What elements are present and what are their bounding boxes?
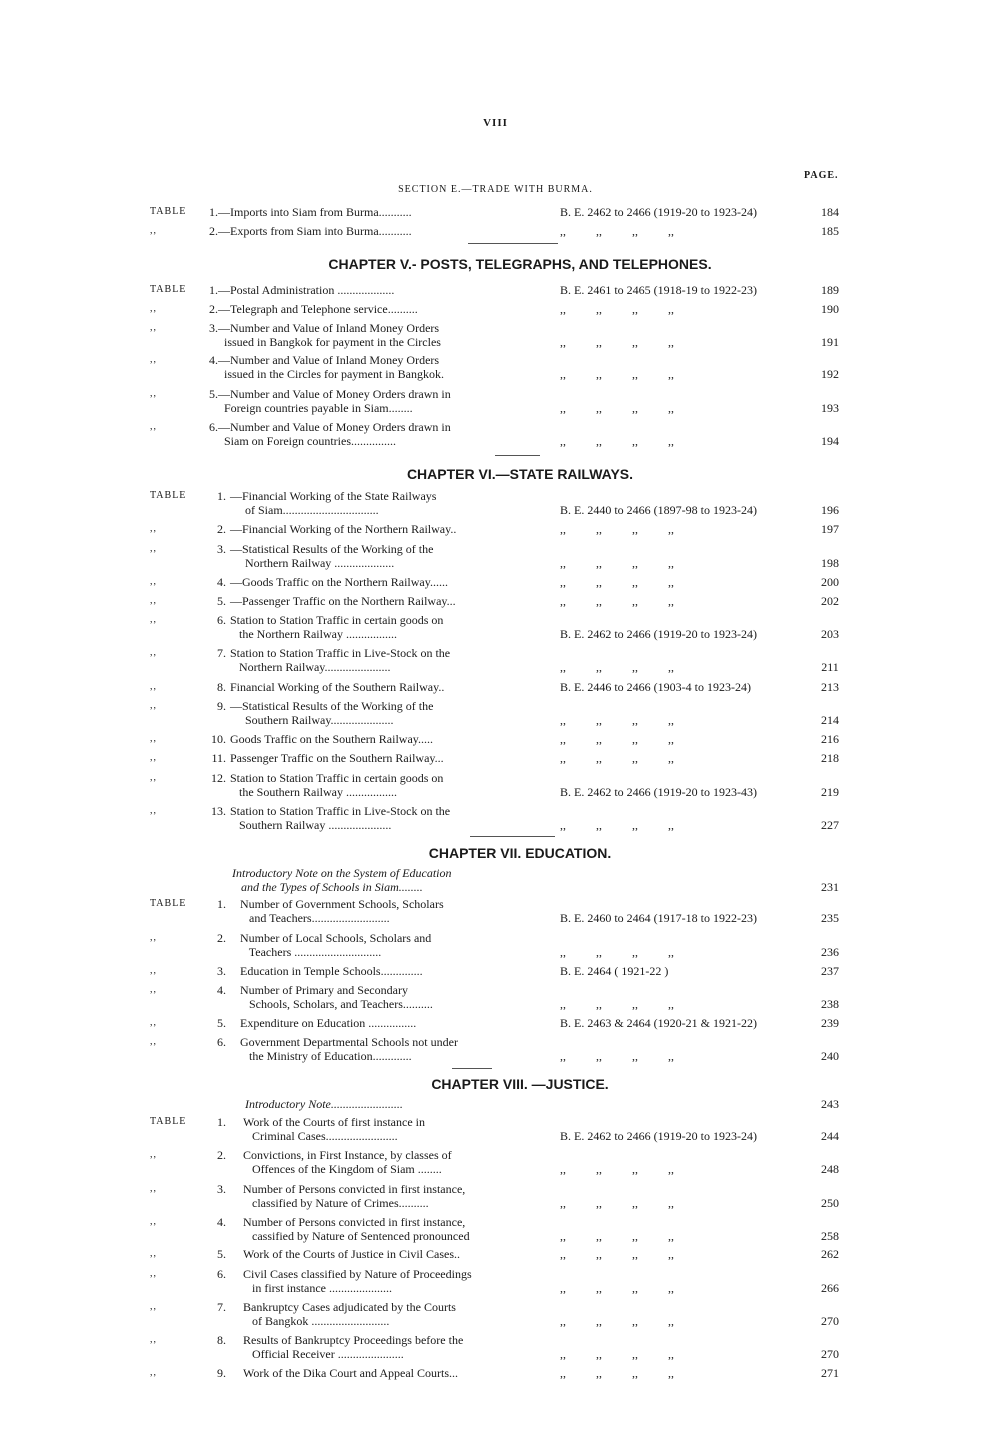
table-label: ,, xyxy=(150,805,157,816)
table-page: 235 xyxy=(821,911,839,925)
table-number: 12. xyxy=(211,771,226,785)
table-page: 190 xyxy=(821,302,839,316)
table-page: 189 xyxy=(821,283,839,297)
table-label: ,, xyxy=(150,354,157,365)
table-label: TABLE xyxy=(150,898,187,909)
table-number: 2. xyxy=(217,931,226,945)
table-label: ,, xyxy=(150,1334,157,1345)
table-number: 6. xyxy=(217,1267,226,1281)
table-label: ,, xyxy=(150,1301,157,1312)
table-page: 240 xyxy=(821,1049,839,1063)
table-period: ,, ,, ,, ,, xyxy=(560,1366,674,1380)
table-label: ,, xyxy=(150,733,157,744)
table-page: 262 xyxy=(821,1247,839,1261)
table-description: 4.—Number and Value of Inland Money Orders issued in the Circles for payment in Bangkok. xyxy=(209,353,444,381)
table-page: 213 xyxy=(821,680,839,694)
table-period: ,, ,, ,, ,, xyxy=(560,556,674,570)
table-description: —Financial Working of the State Railways of Siam................................ xyxy=(230,489,437,517)
table-label: TABLE xyxy=(150,1116,187,1127)
table-period: ,, ,, ,, ,, xyxy=(560,1247,674,1261)
table-label: ,, xyxy=(150,421,157,432)
table-page: 218 xyxy=(821,751,839,765)
table-page: 270 xyxy=(821,1314,839,1328)
table-period: ,, ,, ,, ,, xyxy=(560,1229,674,1243)
table-number: 7. xyxy=(217,1300,226,1314)
table-description: —Statistical Results of the Working of the Northern Railway .................... xyxy=(230,542,434,570)
table-page: 214 xyxy=(821,713,839,727)
table-description: Financial Working of the Southern Railway.. xyxy=(230,680,445,694)
table-period: B. E. 2461 to 2465 (1918-19 to 1922-23) xyxy=(560,283,757,297)
table-page: 200 xyxy=(821,575,839,589)
table-period: ,, ,, ,, ,, xyxy=(560,522,674,536)
table-label: ,, xyxy=(150,576,157,587)
table-period: B. E. 2446 to 2466 (1903-4 to 1923-24) xyxy=(560,680,751,694)
chapter-viii-intro: Introductory Note........................ xyxy=(245,1097,403,1111)
table-number: 7. xyxy=(217,646,226,660)
table-number: 3. xyxy=(217,1182,226,1196)
divider xyxy=(495,455,540,456)
table-label: ,, xyxy=(150,1248,157,1259)
table-label: ,, xyxy=(150,1036,157,1047)
chapter-vii-intro-page: 231 xyxy=(821,880,839,894)
table-number: 3. xyxy=(217,964,226,978)
table-period: ,, ,, ,, ,, xyxy=(560,997,674,1011)
table-label: ,, xyxy=(150,543,157,554)
table-page: 196 xyxy=(821,503,839,517)
divider xyxy=(452,1068,492,1069)
table-description: Expenditure on Education ................ xyxy=(240,1016,417,1030)
page-number: VIII xyxy=(483,117,508,129)
table-page: 203 xyxy=(821,627,839,641)
chapter-v-title: CHAPTER V.- POSTS, TELEGRAPHS, AND TELEPHONES. xyxy=(328,256,712,272)
table-label: ,, xyxy=(150,1149,157,1160)
table-period: ,, ,, ,, ,, xyxy=(560,302,674,316)
table-number: 9. xyxy=(217,1366,226,1380)
table-label: ,, xyxy=(150,614,157,625)
table-number: 10. xyxy=(211,732,226,746)
table-page: 227 xyxy=(821,818,839,832)
table-number: 1. xyxy=(217,489,226,503)
page-column-header: PAGE. xyxy=(804,170,839,181)
table-description: Station to Station Traffic in certain goods on the Northern Railway ................. xyxy=(230,613,444,641)
table-page: 248 xyxy=(821,1162,839,1176)
table-number: 4. xyxy=(217,983,226,997)
table-label: TABLE xyxy=(150,284,187,295)
table-label: ,, xyxy=(150,932,157,943)
table-number: 5. xyxy=(217,594,226,608)
table-number: 2. xyxy=(217,1148,226,1162)
table-description: Work of the Courts of Justice in Civil Cases.. xyxy=(243,1247,461,1261)
table-period: ,, ,, ,, ,, xyxy=(560,1049,674,1063)
table-label: ,, xyxy=(150,523,157,534)
table-number: 4. xyxy=(217,575,226,589)
table-description: 2.—Exports from Siam into Burma........... xyxy=(209,224,412,238)
table-page: 271 xyxy=(821,1366,839,1380)
table-page: 239 xyxy=(821,1016,839,1030)
table-description: Results of Bankruptcy Proceedings before the Official Receiver ...................... xyxy=(243,1333,464,1361)
table-description: Station to Station Traffic in certain goods on the Southern Railway ................. xyxy=(230,771,444,799)
table-number: 1. xyxy=(217,1115,226,1129)
table-page: 194 xyxy=(821,434,839,448)
table-label: ,, xyxy=(150,984,157,995)
table-description: —Goods Traffic on the Northern Railway...... xyxy=(230,575,448,589)
table-period: B. E. 2440 to 2466 (1897-98 to 1923-24) xyxy=(560,503,757,517)
table-period: ,, ,, ,, ,, xyxy=(560,434,674,448)
table-number: 1. xyxy=(217,897,226,911)
table-description: Station to Station Traffic in Live-Stock on the Southern Railway ..................... xyxy=(230,804,451,832)
table-page: 202 xyxy=(821,594,839,608)
table-period: ,, ,, ,, ,, xyxy=(560,1347,674,1361)
table-description: 3.—Number and Value of Inland Money Orders issued in Bangkok for payment in the Circles xyxy=(209,321,441,349)
table-description: Goods Traffic on the Southern Railway..... xyxy=(230,732,433,746)
chapter-vii-intro: Introductory Note on the System of Education and the Types of Schools in Siam........ xyxy=(232,866,452,894)
table-page: 185 xyxy=(821,224,839,238)
table-description: Convictions, in First Instance, by classes of Offences of the Kingdom of Siam ........ xyxy=(243,1148,452,1176)
table-period: B. E. 2463 & 2464 (1920-21 & 1921-22) xyxy=(560,1016,757,1030)
table-label: TABLE xyxy=(150,206,187,217)
table-number: 13. xyxy=(211,804,226,818)
table-description: 1.—Imports into Siam from Burma........... xyxy=(209,205,412,219)
table-period: ,, ,, ,, ,, xyxy=(560,335,674,349)
chapter-vii-title: CHAPTER VII. EDUCATION. xyxy=(428,845,612,861)
table-description: Number of Local Schools, Scholars and Teachers ............................. xyxy=(240,931,432,959)
table-number: 2. xyxy=(217,522,226,536)
chapter-viii-intro-page: 243 xyxy=(821,1097,839,1111)
table-page: 238 xyxy=(821,997,839,1011)
table-label: ,, xyxy=(150,681,157,692)
table-label: ,, xyxy=(150,1017,157,1028)
table-period: B. E. 2462 to 2466 (1919-20 to 1923-24) xyxy=(560,205,757,219)
table-description: —Statistical Results of the Working of the Southern Railway..................... xyxy=(230,699,434,727)
table-period: ,, ,, ,, ,, xyxy=(560,945,674,959)
table-period: B. E. 2464 ( 1921-22 ) xyxy=(560,964,669,978)
table-label: ,, xyxy=(150,772,157,783)
table-label: ,, xyxy=(150,700,157,711)
table-period: ,, ,, ,, ,, xyxy=(560,401,674,415)
table-page: 184 xyxy=(821,205,839,219)
table-label: ,, xyxy=(150,1367,157,1378)
table-page: 219 xyxy=(821,785,839,799)
table-page: 193 xyxy=(821,401,839,415)
table-description: 1.—Postal Administration ................... xyxy=(209,283,395,297)
table-page: 250 xyxy=(821,1196,839,1210)
divider xyxy=(470,836,555,837)
table-description: Number of Persons convicted in first instance, classified by Nature of Crimes.......... xyxy=(243,1182,466,1210)
table-number: 4. xyxy=(217,1215,226,1229)
table-description: —Passenger Traffic on the Northern Railway... xyxy=(230,594,456,608)
table-page: 191 xyxy=(821,335,839,349)
table-number: 11. xyxy=(211,751,226,765)
table-period: ,, ,, ,, ,, xyxy=(560,1314,674,1328)
table-period: ,, ,, ,, ,, xyxy=(560,1281,674,1295)
table-number: 3. xyxy=(217,542,226,556)
table-period: B. E. 2462 to 2466 (1919-20 to 1923-43) xyxy=(560,785,757,799)
table-label: ,, xyxy=(150,388,157,399)
table-number: 8. xyxy=(217,680,226,694)
table-period: ,, ,, ,, ,, xyxy=(560,224,674,238)
table-page: 270 xyxy=(821,1347,839,1361)
table-label: ,, xyxy=(150,1183,157,1194)
table-number: 6. xyxy=(217,613,226,627)
table-description: Bankruptcy Cases adjudicated by the Courts of Bangkok .......................... xyxy=(243,1300,456,1328)
table-label: ,, xyxy=(150,595,157,606)
table-period: ,, ,, ,, ,, xyxy=(560,367,674,381)
table-description: Passenger Traffic on the Southern Railway... xyxy=(230,751,444,765)
table-period: ,, ,, ,, ,, xyxy=(560,732,674,746)
table-page: 258 xyxy=(821,1229,839,1243)
table-label: ,, xyxy=(150,303,157,314)
chapter-vi-title: CHAPTER VI.—STATE RAILWAYS. xyxy=(406,466,634,482)
table-number: 5. xyxy=(217,1016,226,1030)
table-label: ,, xyxy=(150,1216,157,1227)
table-period: B. E. 2460 to 2464 (1917-18 to 1922-23) xyxy=(560,911,757,925)
table-page: 197 xyxy=(821,522,839,536)
section-e-title: SECTION E.—TRADE WITH BURMA. xyxy=(398,184,593,195)
table-description: 2.—Telegraph and Telephone service.......... xyxy=(209,302,418,316)
table-period: ,, ,, ,, ,, xyxy=(560,751,674,765)
table-label: ,, xyxy=(150,647,157,658)
table-description: Station to Station Traffic in Live-Stock on the Northern Railway...................... xyxy=(230,646,451,674)
table-description: 6.—Number and Value of Money Orders drawn in Siam on Foreign countries............... xyxy=(209,420,451,448)
table-period: ,, ,, ,, ,, xyxy=(560,660,674,674)
table-description: —Financial Working of the Northern Railway.. xyxy=(230,522,457,536)
table-description: Number of Persons convicted in first instance, cassified by Nature of Sentenced pronounced xyxy=(243,1215,470,1243)
table-number: 6. xyxy=(217,1035,226,1049)
table-period: ,, ,, ,, ,, xyxy=(560,1196,674,1210)
table-page: 244 xyxy=(821,1129,839,1143)
table-number: 5. xyxy=(217,1247,226,1261)
table-label: ,, xyxy=(150,1268,157,1279)
table-period: ,, ,, ,, ,, xyxy=(560,1162,674,1176)
table-page: 237 xyxy=(821,964,839,978)
table-page: 211 xyxy=(821,660,839,674)
table-label: ,, xyxy=(150,965,157,976)
table-period: B. E. 2462 to 2466 (1919-20 to 1923-24) xyxy=(560,1129,757,1143)
table-label: ,, xyxy=(150,225,157,236)
table-description: 5.—Number and Value of Money Orders drawn in Foreign countries payable in Siam........ xyxy=(209,387,451,415)
table-period: ,, ,, ,, ,, xyxy=(560,818,674,832)
divider xyxy=(468,243,558,244)
table-page: 266 xyxy=(821,1281,839,1295)
table-page: 198 xyxy=(821,556,839,570)
table-description: Education in Temple Schools.............. xyxy=(240,964,423,978)
table-period: B. E. 2462 to 2466 (1919-20 to 1923-24) xyxy=(560,627,757,641)
table-number: 9. xyxy=(217,699,226,713)
table-number: 8. xyxy=(217,1333,226,1347)
chapter-viii-title: CHAPTER VIII. —JUSTICE. xyxy=(431,1076,609,1092)
table-description: Number of Primary and Secondary Schools, Scholars, and Teachers.......... xyxy=(240,983,433,1011)
table-label: TABLE xyxy=(150,490,187,501)
table-label: ,, xyxy=(150,752,157,763)
table-page: 216 xyxy=(821,732,839,746)
table-description: Work of the Dika Court and Appeal Courts... xyxy=(243,1366,458,1380)
table-period: ,, ,, ,, ,, xyxy=(560,594,674,608)
table-description: Number of Government Schools, Scholars and Teachers.......................... xyxy=(240,897,444,925)
table-period: ,, ,, ,, ,, xyxy=(560,713,674,727)
table-description: Civil Cases classified by Nature of Proceedings in first instance ..................... xyxy=(243,1267,472,1295)
table-page: 192 xyxy=(821,367,839,381)
table-label: ,, xyxy=(150,322,157,333)
table-description: Government Departmental Schools not under the Ministry of Education............. xyxy=(240,1035,458,1063)
table-period: ,, ,, ,, ,, xyxy=(560,575,674,589)
table-page: 236 xyxy=(821,945,839,959)
table-description: Work of the Courts of first instance in Criminal Cases........................ xyxy=(243,1115,425,1143)
